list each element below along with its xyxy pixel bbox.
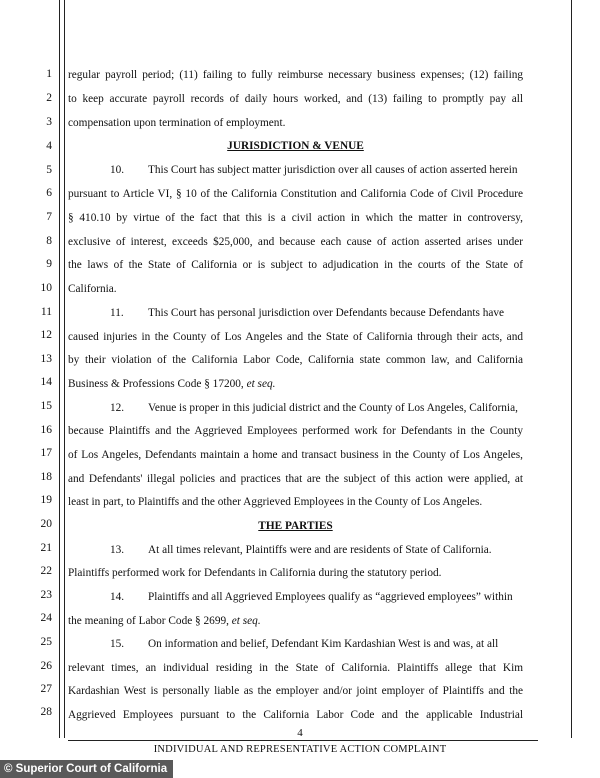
paragraph-first-line <box>68 306 523 320</box>
paragraph-number: 14. <box>110 591 125 603</box>
line-number: 23 <box>40 589 52 601</box>
text-line <box>68 614 523 628</box>
line-number: 6 <box>46 187 52 199</box>
paragraph-first-line <box>68 401 523 415</box>
paragraph-number: 15. <box>110 638 125 650</box>
paragraph-number: 13. <box>110 544 125 556</box>
text-run: At all times relevant, Plaintiffs were and are residents of State of California. <box>148 544 492 556</box>
text-line: and Defendants' illegal policies and practices that are the subject of this action were applied, at <box>68 473 523 485</box>
line-number: 2 <box>46 92 52 104</box>
text-run: On information and belief, Defendant Kim Kardashian West is and was, at all <box>148 638 499 650</box>
text-line: Plaintiffs performed work for Defendants in California during the statutory period. <box>68 567 442 579</box>
text-run: Plaintiffs and all Aggrieved Employees qualify as “aggrieved employees” within <box>148 591 513 603</box>
line-number: 24 <box>40 612 52 624</box>
line-number: 19 <box>40 494 52 506</box>
line-number: 15 <box>40 400 52 412</box>
paragraph-first-line <box>68 163 523 177</box>
paragraph-number: 11. <box>110 307 124 319</box>
section-heading-parties: THE PARTIES <box>258 520 333 532</box>
footer-divider <box>68 740 538 741</box>
text-line: relevant times, an individual residing in the State of California. Plaintiffs allege that Kim <box>68 662 523 674</box>
line-number: 3 <box>46 116 52 128</box>
line-number: 9 <box>46 258 52 270</box>
text-line <box>68 377 523 391</box>
line-number: 4 <box>46 140 52 152</box>
italic-run: et seq. <box>246 378 276 390</box>
text-line: compensation upon termination of employment. <box>68 117 286 129</box>
footer-title: INDIVIDUAL AND REPRESENTATIVE ACTION COMPLAINT <box>153 744 447 755</box>
line-number: 14 <box>40 376 52 388</box>
line-number: 10 <box>40 282 52 294</box>
line-number: 16 <box>40 424 52 436</box>
text-run: This Court has subject matter jurisdiction over all causes of action asserted herein <box>148 164 518 176</box>
page-number: 4 <box>297 727 303 739</box>
text-line: to keep accurate payroll records of daily hours worked, and (13) failing to promptly pay all <box>68 93 523 105</box>
line-number: 11 <box>40 306 52 318</box>
line-number: 8 <box>46 235 52 247</box>
section-heading-jurisdiction: JURISDICTION & VENUE <box>227 140 364 152</box>
line-number: 25 <box>40 636 52 648</box>
text-run: Business & Professions Code § 17200, <box>68 378 244 390</box>
text-line: exclusive of interest, exceeds $25,000, and because each cause of action asserted arises under <box>68 236 523 248</box>
text-line: California. <box>68 283 117 295</box>
line-number: 22 <box>40 565 52 577</box>
text-line: because Plaintiffs and the Aggrieved Employees performed work for Defendants in the County <box>68 425 523 437</box>
paragraph-first-line <box>68 590 523 604</box>
text-line: the laws of the State of California or is subject to adjudication in the courts of the State of <box>68 259 523 271</box>
text-run: the meaning of Labor Code § 2699, <box>68 615 229 627</box>
text-line: Kardashian West is personally liable as the employer and/or joint employer of Plaintiffs and the <box>68 685 523 697</box>
line-number: 27 <box>40 683 52 695</box>
text-line: Aggrieved Employees pursuant to the California Labor Code and the applicable Industrial <box>68 709 523 721</box>
paragraph-first-line <box>68 637 523 651</box>
line-number: 7 <box>46 211 52 223</box>
text-line: least in part, to Plaintiffs and the other Aggrieved Employees in the County of Los Angeles. <box>68 496 483 508</box>
line-number: 21 <box>40 542 52 554</box>
text-run: Venue is proper in this judicial district and the County of Los Angeles, California, <box>148 402 518 414</box>
italic-run: et seq. <box>231 615 261 627</box>
text-line: regular payroll period; (11) failing to fully reimburse necessary business expenses; (12) failing <box>68 69 523 81</box>
paragraph-first-line <box>68 543 523 557</box>
line-number: 18 <box>40 471 52 483</box>
line-number: 17 <box>40 447 52 459</box>
left-margin-rule-inner <box>64 0 65 738</box>
line-number: 13 <box>40 353 52 365</box>
text-line: caused injuries in the County of Los Angeles and the State of California through their acts, and <box>68 331 523 343</box>
line-number: 5 <box>46 164 52 176</box>
text-line: by their violation of the California Labor Code, California state common law, and California <box>68 354 523 366</box>
left-margin-rule-outer <box>59 0 60 738</box>
text-line: § 410.10 by virtue of the fact that this is a civil action in which the matter in controversy, <box>68 212 523 224</box>
paragraph-number: 12. <box>110 402 125 414</box>
line-number: 1 <box>46 68 52 80</box>
line-number: 28 <box>40 706 52 718</box>
text-line: pursuant to Article VI, § 10 of the California Constitution and California Code of Civil Procedure <box>68 188 523 200</box>
right-margin-rule <box>571 0 572 738</box>
line-number: 26 <box>40 660 52 672</box>
text-line: of Los Angeles, Defendants maintain a home and transact business in the County of Los Angeles, <box>68 449 523 461</box>
line-number: 12 <box>40 329 52 341</box>
paragraph-number: 10. <box>110 164 125 176</box>
image-credit: © Superior Court of California <box>0 760 173 778</box>
line-number: 20 <box>40 518 52 530</box>
text-run: This Court has personal jurisdiction over Defendants because Defendants have <box>148 307 505 319</box>
